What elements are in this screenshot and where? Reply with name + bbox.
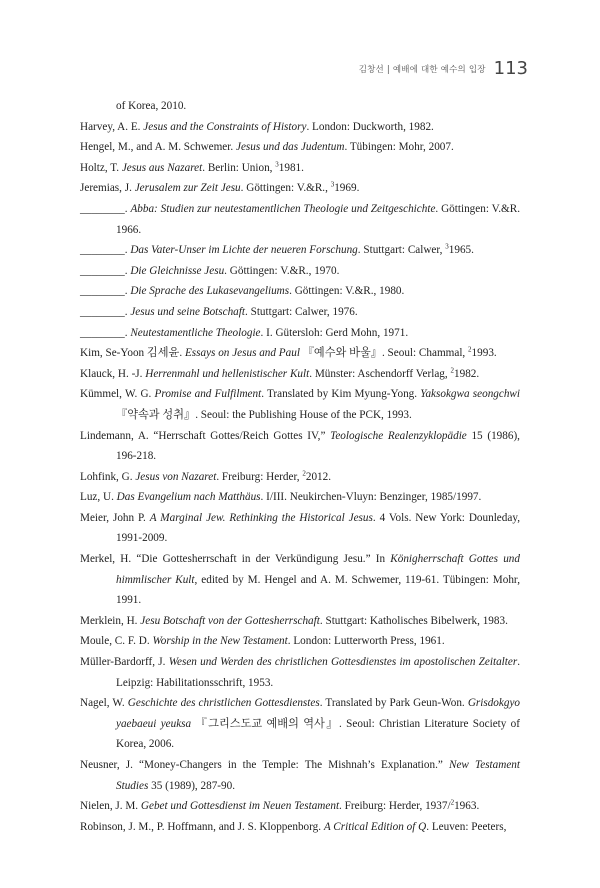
bibliography-entry: Merklein, H. Jesu Botschaft von der Gottesherrschaft. Stuttgart: Katholisches Bibelwerk, 1983.: [80, 614, 508, 627]
bibliography-entry: of Korea, 2010.: [116, 100, 187, 112]
bibliography-entry: Jeremias, J. Jerusalem zur Zeit Jesu. Göttingen: V.&R., $^3$1969.: [80, 180, 360, 195]
bibliography-list: [80, 96, 520, 837]
bibliography-entry: Neusner, J. “Money-Changers in the Temple: The Mishnah’s Explanation.” New Testament Studies 35 (1989), 287-90.: [80, 759, 520, 792]
bibliography-entry: Klauck, H. -J. Herrenmahl und hellenistischer Kult. Münster: Aschendorff Verlag, $^2$1982.: [80, 365, 480, 380]
bibliography-entry: Lohfink, G. Jesus von Nazaret. Freiburg: Herder, $^2$2012.: [80, 468, 332, 483]
bibliography-entry: Lindemann, A. “Herrschaft Gottes/Reich Gottes IV,” Teologische Realenzyklopädie 15 (1986), 196-218.: [80, 429, 520, 463]
bibliography-entry: Holtz, T. Jesus aus Nazaret. Berlin: Union, $^3$1981.: [80, 160, 304, 174]
bibliography-entry: Müller-Bardorff, J. Wesen und Werden des christlichen Gottesdienstes im apostolischen Zeitalter. Leipzig: Habilitationsschrift, 1953.: [80, 656, 520, 689]
bibliography-entry: ________. Die Gleichnisse Jesu. Göttingen: V.&R., 1970.: [80, 264, 340, 277]
bibliography-entry: ________. Neutestamentliche Theologie. I. Gütersloh: Gerd Mohn, 1971.: [80, 326, 409, 339]
page-header: [359, 54, 528, 78]
bibliography-entry: Luz, U. Das Evangelium nach Matthäus. I/III. Neukirchen-Vluyn: Benzinger, 1985/1997.: [80, 491, 482, 504]
bibliography-entry: Nagel, W. Geschichte des christlichen Gottesdienstes. Translated by Park Geun-Won. Grisdokgyo yaebaeui yeuksa 『그리스도교 예배의 역사』. Seoul: Christian Literature Society of Korea, 2006.: [80, 697, 521, 751]
bibliography-entry: ________. Abba: Studien zur neutestamentlichen Theologie und Zeitgeschichte. Göttingen: V.&R. 1966.: [80, 202, 521, 236]
bibliography-entry: ________. Das Vater-Unser im Lichte der neueren Forschung. Stuttgart: Calwer, $^3$1965.: [80, 242, 474, 257]
bibliography-entry: ________. Die Sprache des Lukasevangeliums. Göttingen: V.&R., 1980.: [80, 285, 405, 298]
bibliography-entry: Kümmel, W. G. Promise and Fulfilment. Translated by Kim Myung-Yong. Yaksokgwa seongchwi 『약속과 성취』. Seoul: the Publishing House of the PCK, 1993.: [80, 388, 521, 421]
running-title: 김창선 | 예배에 대한 예수의 입장: [358, 65, 486, 75]
bibliography-entry: Moule, C. F. D. Worship in the New Testament. London: Lutterworth Press, 1961.: [80, 635, 445, 648]
bibliography-entry: Merkel, H. “Die Gottesherrschaft in der Verkündigung Jesu.” In Königherrschaft Gottes und himmlischer Kult, edited by M. Hengel and A. M. Schwemer, 119-61. Tübingen: Mohr, 1991.: [80, 553, 520, 607]
bibliography-entry: Kim, Se-Yoon 김세윤. Essays on Jesus and Paul 『예수와 바울』. Seoul: Chammal, $^2$1993.: [80, 345, 497, 360]
bibliography-entry: ________. Jesus und seine Botschaft. Stuttgart: Calwer, 1976.: [80, 305, 358, 318]
page-number: 113: [493, 58, 528, 79]
bibliography-entry: Robinson, J. M., P. Hoffmann, and J. S. Kloppenborg. A Critical Edition of Q. Leuven: Peeters,: [80, 820, 507, 833]
bibliography-entry: Meier, John P. A Marginal Jew. Rethinking the Historical Jesus. 4 Vols. New York: Dounleday, 1991-2009.: [80, 511, 520, 545]
bibliography-entry: Harvey, A. E. Jesus and the Constraints of History. London: Duckworth, 1982.: [80, 120, 434, 133]
bibliography-entry: Hengel, M., and A. M. Schwemer. Jesus und das Judentum. Tübingen: Mohr, 2007.: [80, 141, 454, 154]
bibliography-entry: Nielen, J. M. Gebet und Gottesdienst im Neuen Testament. Freiburg: Herder, 1937/$^2$1963.: [80, 798, 480, 813]
